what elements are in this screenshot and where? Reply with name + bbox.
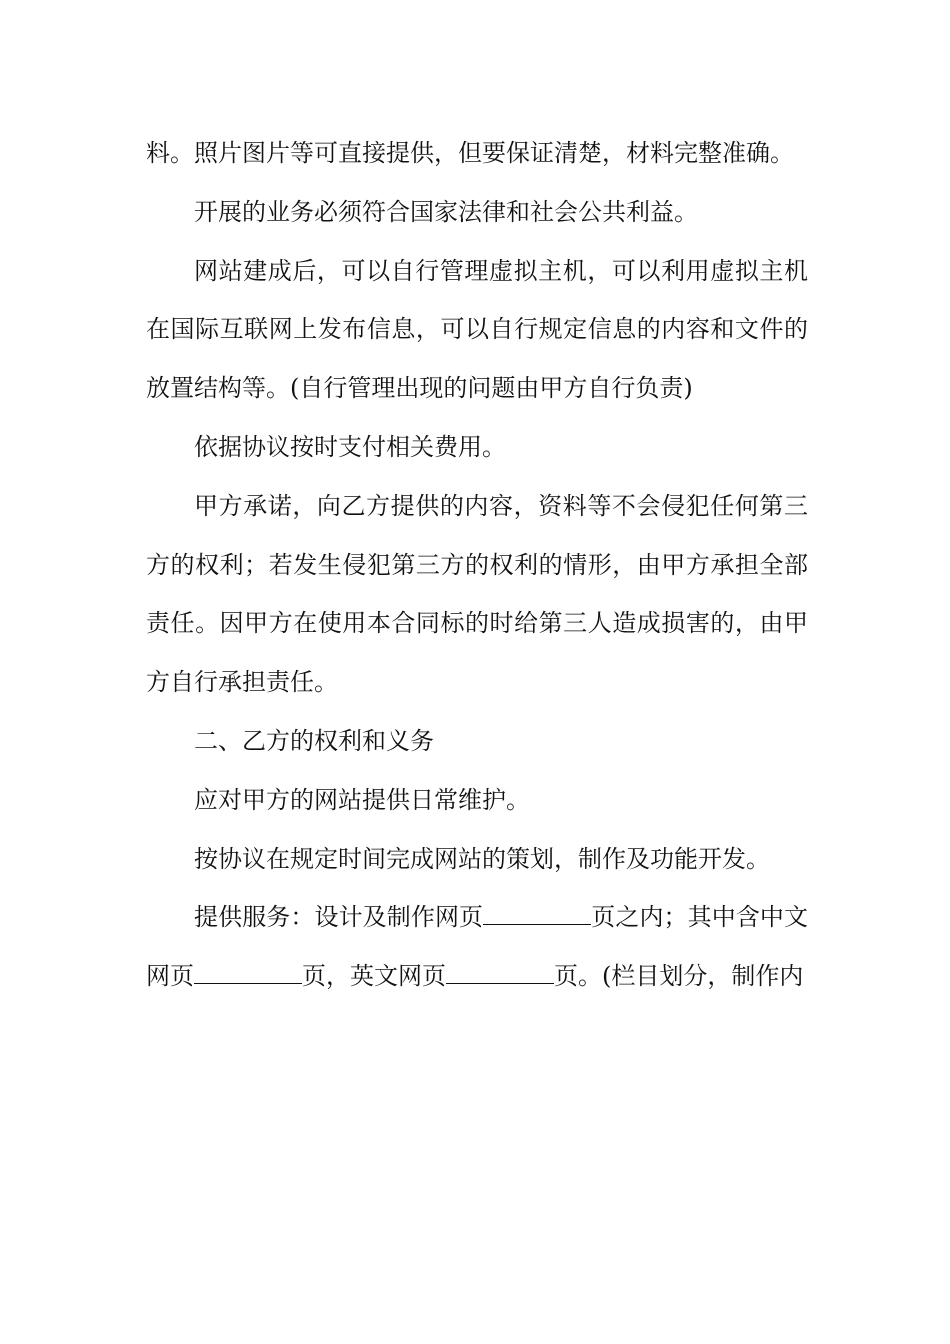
services-text-3: 页，英文网页: [302, 962, 446, 991]
document-body: [146, 124, 808, 1006]
blank-total-pages: [483, 904, 591, 925]
services-text-4: 页。(栏目划分，制作内: [554, 962, 804, 991]
paragraph-materials: 料。照片图片等可直接提供，但要保证清楚，材料完整准确。: [146, 139, 794, 167]
paragraph-party-a-promise: 甲方承诺，向乙方提供的内容，资料等不会侵犯任何第三方的权利；若发生侵犯第三方的权利的情形，由甲方承担全部责任。因甲方在使用本合同标的时给第三人造成损害的，由甲方自行承担责任。: [146, 491, 808, 697]
section-heading-party-b: 二、乙方的权利和义务: [194, 726, 434, 755]
services-text-1: 提供服务：设计及制作网页: [194, 903, 484, 932]
paragraph-maintenance: 应对甲方的网站提供日常维护。: [194, 785, 530, 814]
services-text-2: 页之内；其中含中文网页: [146, 903, 809, 991]
blank-english-pages: [446, 963, 554, 984]
paragraph-development: 按协议在规定时间完成网站的策划，制作及功能开发。: [194, 844, 770, 873]
blank-chinese-pages: [194, 963, 302, 984]
paragraph-services: [146, 888, 808, 1006]
paragraph-virtual-host: 网站建成后，可以自行管理虚拟主机，可以利用虚拟主机在国际互联网上发布信息，可以自行规定信息的内容和文件的放置结构等。(自行管理出现的问题由甲方自行负责): [146, 256, 808, 403]
paragraph-payment: 依据协议按时支付相关费用。: [194, 432, 506, 461]
paragraph-business-compliance: 开展的业务必须符合国家法律和社会公共利益。: [194, 197, 698, 226]
